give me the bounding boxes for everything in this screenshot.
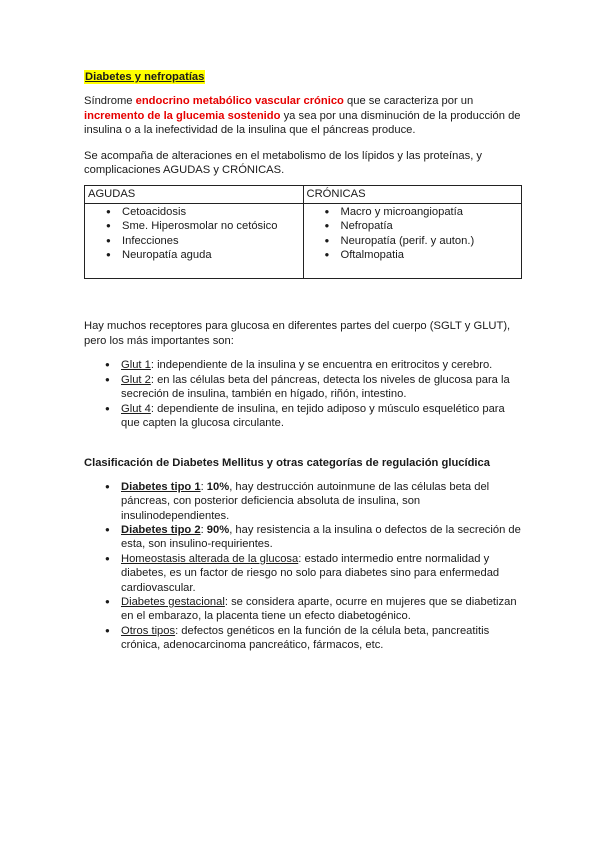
cronicas-list [307,204,519,279]
class-text: : estado intermedio entre normalidad y diabetes, es un factor de riesgo no solo para diabetes sino para enfermedad cardiovascular. [121,552,500,594]
list-item: ● Neuropatía (perif. y auton.) [307,234,519,248]
class-term: Diabetes gestacional [121,595,225,608]
list-item: ● Infecciones [88,234,300,248]
receptor-term: Glut 1 [121,359,151,372]
list-item [84,402,524,431]
class-sep: : [200,523,207,536]
list-item [84,552,524,595]
list-item [84,373,524,402]
complications-table [84,185,522,279]
intro-middle: que se caracteriza por un [343,95,474,108]
class-sep: : [200,480,207,493]
classification-list [84,480,524,653]
list-item: ● Neuropatía aguda [88,248,300,262]
class-term: Diabetes tipo 2 [121,523,201,536]
list-item [84,624,524,653]
receptor-term: Glut 4 [121,402,151,415]
header-cronicas: CRÓNICAS [303,186,522,203]
class-text: : defectos genéticos en la función de la célula beta, pancreatitis crónica, adenocarcinoma pancreático, fármacos, etc. [121,624,490,652]
list-item [84,595,524,624]
receptor-text: : dependiente de insulina, en tejido adiposo y músculo esquelético para que capten la glucosa circulante. [121,402,505,429]
list-item: ● Cetoacidosis [88,205,300,219]
intro-prefix: Síndrome [84,95,136,108]
class-term: Diabetes tipo 1 [121,480,201,493]
intro-suffix: ya sea por una disminución de la producción de insulina o a la inefectividad de la insulina que el páncreas produce. [84,109,521,137]
class-percent: 90% [206,523,230,536]
complications-paragraph: Se acompaña de alteraciones en el metabolismo de los lípidos y las proteínas, y complicaciones AGUDAS y CRÓNICAS. [84,149,483,177]
agudas-list [88,204,300,279]
intro-highlight-2: incremento de la glucemia sostenido [84,109,281,122]
cronicas-cell [303,203,522,279]
class-text: , hay destrucción autoinmune de las células beta del páncreas, con posterior deficiencia absoluta de insulina, son insulinodependientes. [121,480,490,522]
classification-heading: Clasificación de Diabetes Mellitus y otras categorías de regulación glucídica [84,457,490,470]
document-content [84,70,524,653]
receptors-list [84,358,524,430]
list-item: ● Macro y microangiopatía [307,205,519,219]
list-item: ● Nefropatía [307,219,519,233]
class-term: Otros tipos [121,624,176,637]
class-percent: 10% [206,480,230,493]
page-title: Diabetes y nefropatías [85,71,205,83]
intro-paragraph [84,94,524,137]
receptors-intro: Hay muchos receptores para glucosa en diferentes partes del cuerpo (SGLT y GLUT), pero los más importantes son: [84,320,511,347]
list-item [84,480,524,523]
receptor-term: Glut 2 [121,373,151,386]
list-item [84,358,524,372]
class-text: : se considera aparte, ocurre en mujeres que se diabetizan en el embarazo, la placenta tiene un efecto diabetogénico. [121,595,517,623]
receptor-text: : independiente de la insulina y se encuentra en eritrocitos y cerebro. [150,359,493,372]
list-item: ● Oftalmopatia [307,248,519,262]
class-term: Homeostasis alterada de la glucosa [121,552,299,565]
list-item: ● Sme. Hiperosmolar no cetósico [88,219,300,233]
receptor-text: : en las células beta del páncreas, detecta los niveles de glucosa para la secreción de insulina, también en hígado, riñón, intestino. [121,373,510,401]
class-text: , hay resistencia a la insulina o defectos de la secreción de esta, son insulino-requirientes. [121,523,521,551]
agudas-cell [85,203,304,279]
intro-highlight-1: endocrino metabólico vascular crónico [135,95,344,108]
header-agudas: AGUDAS [85,186,304,203]
list-item [84,523,524,552]
